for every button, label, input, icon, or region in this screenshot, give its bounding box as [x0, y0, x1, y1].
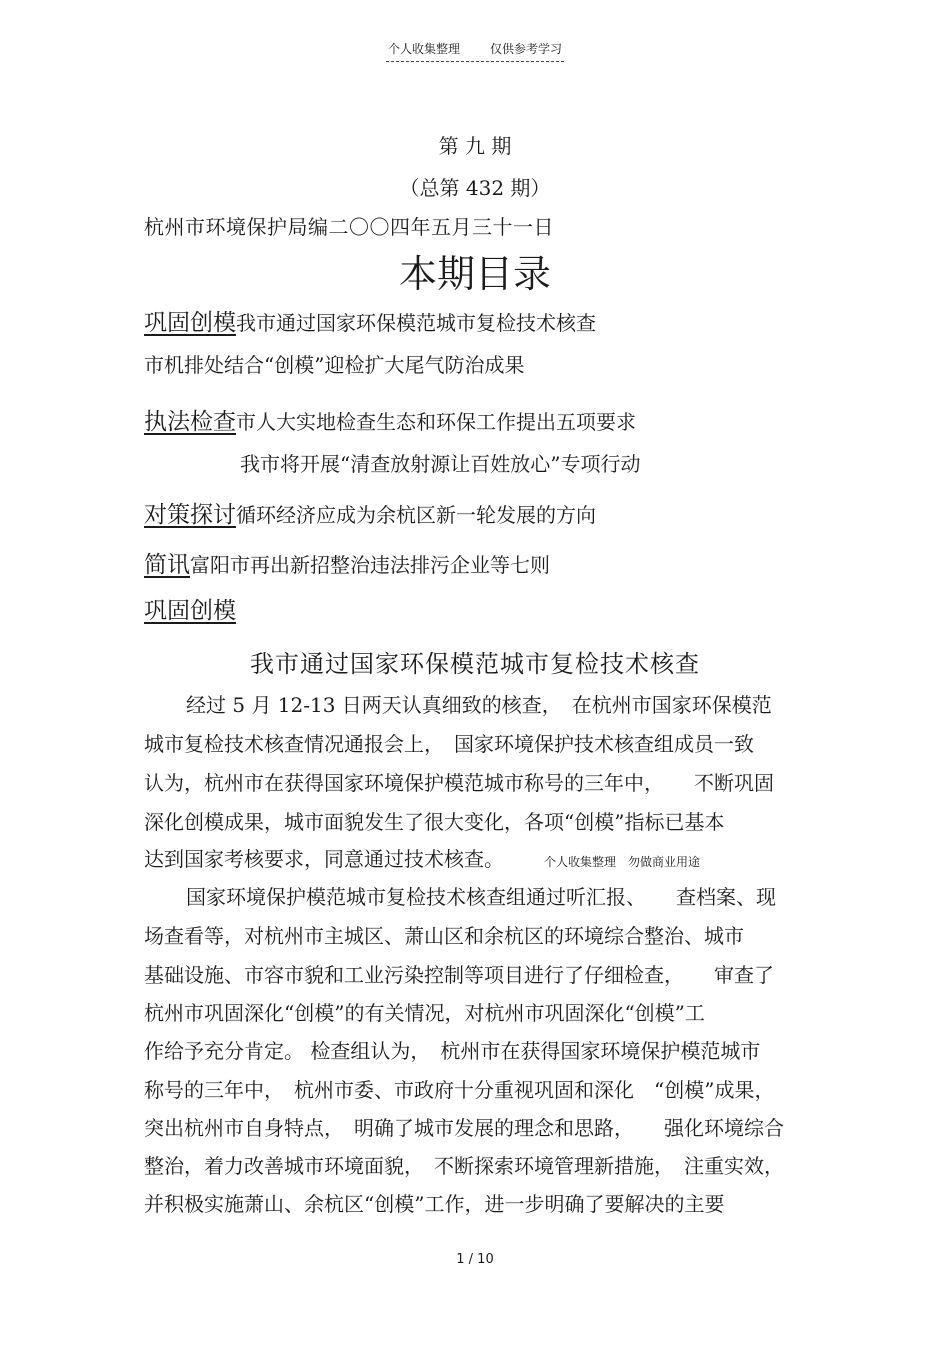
- toc-category: 巩固创模: [144, 310, 236, 336]
- paragraph-line: 城市复检技术核查情况通报会上， 国家环境保护技术核查组成员一致: [144, 732, 754, 756]
- paragraph-line: 杭州市巩固深化“创模”的有关情况，对杭州市巩固深化“创模”工: [144, 1001, 705, 1025]
- toc-item-text: 循环经济应成为余杭区新一轮发展的方向: [236, 503, 596, 527]
- paragraph-line: 场查看等，对杭州市主城区、萧山区和余杭区的环境综合整治、城市: [144, 924, 744, 948]
- paragraph-line: 认为，杭州市在获得国家环境保护模范城市称号的三年中， 不断巩固: [144, 771, 774, 795]
- issue-total: （总第 432 期）: [399, 176, 551, 200]
- issue-number: 第 九 期: [438, 134, 512, 158]
- toc-item-text: 富阳市再出新招整治违法排污企业等七则: [190, 553, 550, 577]
- toc-item-text: 我市通过国家环保模范城市复检技术核查: [236, 311, 596, 335]
- toc-item: [144, 304, 596, 337]
- paragraph-line: 称号的三年中， 杭州市委、市政府十分重视巩固和深化 “创模”成果，: [144, 1078, 775, 1102]
- header-right-text: 仅供参考学习: [490, 42, 563, 56]
- toc-item: [144, 496, 596, 529]
- toc-item-text: 市机排处结合“创模”迎检扩大尾气防治成果: [144, 353, 525, 377]
- toc-item: [144, 546, 550, 579]
- paragraph-line: 并积极实施萧山、余杭区“创模”工作，进一步明确了要解决的主要: [144, 1192, 725, 1216]
- toc-category: 执法检查: [144, 409, 236, 435]
- paragraph-line: 整治，着力改善城市环境面貌， 不断探索环境管理新措施， 注重实效，: [144, 1154, 784, 1178]
- paragraph-line: 国家环境保护模范城市复检技术核查组通过听汇报、 查档案、现: [186, 885, 776, 909]
- page-number: 1 / 10: [456, 1252, 494, 1267]
- header-left-text: 个人收集整理: [387, 42, 460, 56]
- paragraph-line: 突出杭州市自身特点， 明确了城市发展的理念和思路， 强化环境综合: [144, 1116, 784, 1140]
- editor-line: 杭州市环境保护局编二〇〇四年五月三十一日: [144, 215, 554, 239]
- paragraph-line: 深化创模成果，城市面貌发生了很大变化，各项“创模”指标已基本: [144, 810, 725, 834]
- paragraph-line: 经过 5 月 12-13 日两天认真细致的核查， 在杭州市国家环保模范: [186, 693, 772, 717]
- toc-item-text: 我市将开展“清查放射源让百姓放心”专项行动: [240, 452, 641, 476]
- toc-item: [240, 448, 640, 477]
- toc-category: 对策探讨: [144, 502, 236, 528]
- toc-item-text: 市人大实地检查生态和环保工作提出五项要求: [236, 410, 636, 434]
- inline-note: 个人收集整理 勿做商业用途: [544, 855, 701, 869]
- toc-item: [144, 349, 524, 378]
- paragraph-line: 作给予充分肯定。 检查组认为， 杭州市在获得国家环境保护模范城市: [144, 1039, 761, 1063]
- toc-title: 本期目录: [398, 252, 551, 296]
- toc-category: 简讯: [144, 552, 190, 578]
- page-header: [0, 40, 950, 62]
- toc-item: [144, 403, 636, 436]
- paragraph-line: 达到国家考核要求，同意通过技术核查。 个人收集整理 勿做商业用途: [144, 847, 701, 871]
- article-title: 我市通过国家环保模范城市复检技术核查: [250, 650, 700, 678]
- paragraph-line: 基础设施、市容市貌和工业污染控制等项目进行了仔细检查， 审查了: [144, 963, 774, 987]
- section-heading: 巩固创模: [144, 598, 236, 624]
